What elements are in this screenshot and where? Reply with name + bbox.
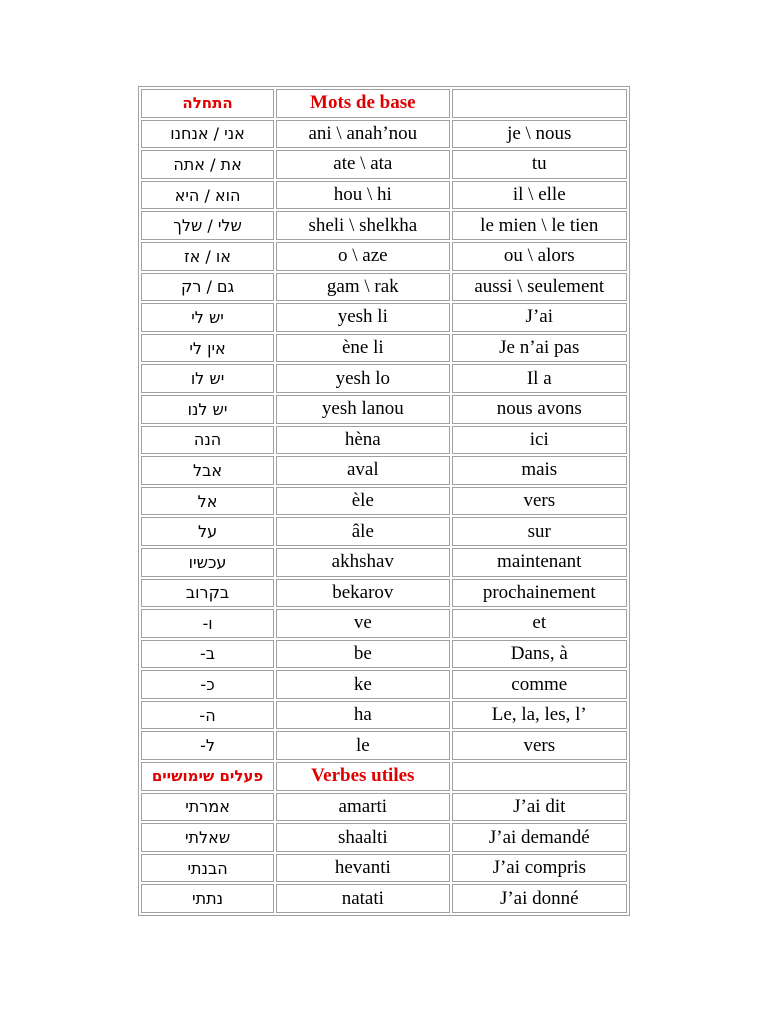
french-cell: Il a: [452, 364, 627, 393]
french-cell: et: [452, 609, 627, 638]
hebrew-cell: הנה: [141, 426, 274, 455]
transliteration-cell: ate \ ata: [276, 150, 449, 179]
section-header-hebrew: התחלה: [141, 89, 274, 118]
hebrew-cell: אני / אנחנו: [141, 120, 274, 149]
hebrew-cell: בקרוב: [141, 579, 274, 608]
table-row: [141, 395, 627, 424]
section-header-title: Mots de base: [276, 89, 449, 118]
french-cell: ou \ alors: [452, 242, 627, 271]
hebrew-cell: ב-: [141, 640, 274, 669]
transliteration-cell: le: [276, 731, 449, 760]
transliteration-cell: ène li: [276, 334, 449, 363]
french-cell: Le, la, les, l’: [452, 701, 627, 730]
french-cell: mais: [452, 456, 627, 485]
table-row: [141, 731, 627, 760]
section-header-row: [141, 89, 627, 118]
transliteration-cell: amarti: [276, 793, 449, 822]
transliteration-cell: bekarov: [276, 579, 449, 608]
transliteration-cell: hevanti: [276, 854, 449, 883]
hebrew-cell: על: [141, 517, 274, 546]
hebrew-cell: שאלתי: [141, 823, 274, 852]
vocabulary-table: [138, 86, 630, 916]
french-cell: Je n’ai pas: [452, 334, 627, 363]
hebrew-cell: יש לו: [141, 364, 274, 393]
table-row: [141, 854, 627, 883]
french-cell: nous avons: [452, 395, 627, 424]
table-row: [141, 670, 627, 699]
french-cell: aussi \ seulement: [452, 273, 627, 302]
transliteration-cell: ani \ anah’nou: [276, 120, 449, 149]
table-row: [141, 579, 627, 608]
table-row: [141, 150, 627, 179]
transliteration-cell: akhshav: [276, 548, 449, 577]
transliteration-cell: ve: [276, 609, 449, 638]
transliteration-cell: be: [276, 640, 449, 669]
table-row: [141, 487, 627, 516]
table-row: [141, 120, 627, 149]
transliteration-cell: ke: [276, 670, 449, 699]
french-cell: J’ai compris: [452, 854, 627, 883]
hebrew-cell: הבנתי: [141, 854, 274, 883]
table-row: [141, 517, 627, 546]
french-cell: J’ai: [452, 303, 627, 332]
hebrew-cell: יש לי: [141, 303, 274, 332]
section-header-row: [141, 762, 627, 791]
hebrew-cell: שלי / שלך: [141, 211, 274, 240]
french-cell: maintenant: [452, 548, 627, 577]
french-cell: Dans, à: [452, 640, 627, 669]
hebrew-cell: אל: [141, 487, 274, 516]
table-row: [141, 548, 627, 577]
table-row: [141, 426, 627, 455]
french-cell: J’ai demandé: [452, 823, 627, 852]
french-cell: J’ai donné: [452, 884, 627, 913]
table-row: [141, 334, 627, 363]
transliteration-cell: sheli \ shelkha: [276, 211, 449, 240]
hebrew-cell: נתתי: [141, 884, 274, 913]
french-cell: comme: [452, 670, 627, 699]
vocabulary-table-body: [141, 89, 627, 913]
table-row: [141, 609, 627, 638]
table-row: [141, 884, 627, 913]
transliteration-cell: ha: [276, 701, 449, 730]
hebrew-cell: יש לנו: [141, 395, 274, 424]
french-cell: sur: [452, 517, 627, 546]
french-cell: prochainement: [452, 579, 627, 608]
table-row: [141, 181, 627, 210]
transliteration-cell: shaalti: [276, 823, 449, 852]
transliteration-cell: yesh li: [276, 303, 449, 332]
french-cell: ici: [452, 426, 627, 455]
section-header-french: [452, 89, 627, 118]
hebrew-cell: אין לי: [141, 334, 274, 363]
hebrew-cell: כ-: [141, 670, 274, 699]
hebrew-cell: או / אז: [141, 242, 274, 271]
transliteration-cell: hèna: [276, 426, 449, 455]
hebrew-cell: את / אתה: [141, 150, 274, 179]
french-cell: il \ elle: [452, 181, 627, 210]
hebrew-cell: גם / רק: [141, 273, 274, 302]
section-header-title: Verbes utiles: [276, 762, 449, 791]
transliteration-cell: natati: [276, 884, 449, 913]
transliteration-cell: èle: [276, 487, 449, 516]
french-cell: je \ nous: [452, 120, 627, 149]
french-cell: vers: [452, 731, 627, 760]
table-row: [141, 364, 627, 393]
table-row: [141, 211, 627, 240]
section-header-hebrew: פעלים שימושיים: [141, 762, 274, 791]
transliteration-cell: hou \ hi: [276, 181, 449, 210]
table-row: [141, 456, 627, 485]
transliteration-cell: yesh lo: [276, 364, 449, 393]
hebrew-cell: עכשיו: [141, 548, 274, 577]
table-row: [141, 640, 627, 669]
french-cell: tu: [452, 150, 627, 179]
transliteration-cell: yesh lanou: [276, 395, 449, 424]
section-header-french: [452, 762, 627, 791]
hebrew-cell: ו-: [141, 609, 274, 638]
hebrew-cell: ה-: [141, 701, 274, 730]
transliteration-cell: o \ aze: [276, 242, 449, 271]
french-cell: vers: [452, 487, 627, 516]
french-cell: J’ai dit: [452, 793, 627, 822]
hebrew-cell: אבל: [141, 456, 274, 485]
hebrew-cell: הוא / היא: [141, 181, 274, 210]
transliteration-cell: âle: [276, 517, 449, 546]
hebrew-cell: ל-: [141, 731, 274, 760]
table-row: [141, 273, 627, 302]
table-row: [141, 823, 627, 852]
table-row: [141, 242, 627, 271]
table-row: [141, 303, 627, 332]
transliteration-cell: gam \ rak: [276, 273, 449, 302]
hebrew-cell: אמרתי: [141, 793, 274, 822]
table-row: [141, 793, 627, 822]
french-cell: le mien \ le tien: [452, 211, 627, 240]
transliteration-cell: aval: [276, 456, 449, 485]
table-row: [141, 701, 627, 730]
